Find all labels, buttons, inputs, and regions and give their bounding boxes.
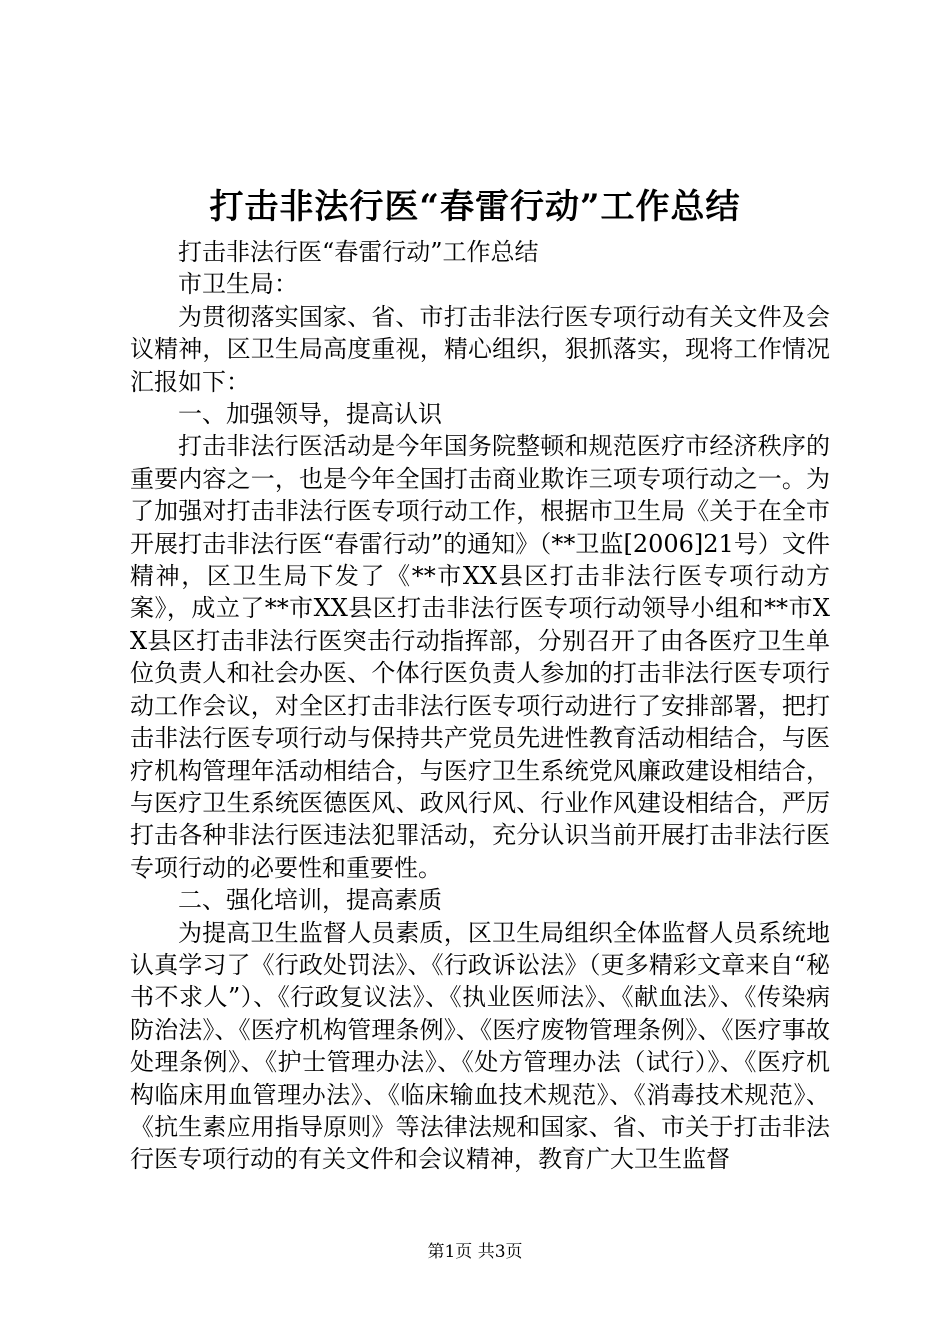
section-heading-1: 一、加强领导，提高认识 — [178, 400, 442, 429]
paragraph-section-2: 为提高卫生监督人员素质，区卫生局组织全体监督人员系统地认真学习了《行政处罚法》、《行政诉讼法》（更多精彩文章来自“秘书不求人”）、《行政复议法》、《执业医师法》、《献血法》、《传染病防治法》、《医疗机构管理条例》、《医疗废物管理条例》、《医疗事故处理条例》、《护士管理办法》、《处方管理办法（试行）》、《医疗机构临床用血管理办法》、《临床输血技术规范》、《消毒技术规范》、《抗生素应用指导原则》等法律法规和国家、省、市关于打击非法行医专项行动的有关文件和会议精神，教育广大卫生监督 — [130, 918, 830, 1174]
paragraph-section-1: 打击非法行医活动是今年国务院整顿和规范医疗市经济秩序的重要内容之一，也是今年全国打击商业欺诈三项专项行动之一。为了加强对打击非法行医专项行动工作，根据市卫生局《关于在全市开展打击非法行医“春雷行动”的通知》（**卫监[2006]21号）文件精神，区卫生局下发了《**市XX县区打击非法行医专项行动方案》，成立了**市XX县区打击非法行医专项行动领导小组和**市XX县区打击非法行医突击行动指挥部，分别召开了由各医疗卫生单位负责人和社会办医、个体行医负责人参加的打击非法行医专项行动工作会议，对全区打击非法行医专项行动进行了安排部署，把打击非法行医专项行动与保持共产党员先进性教育活动相结合，与医疗机构管理年活动相结合，与医疗卫生系统党风廉政建设相结合，与医疗卫生系统医德医风、政风行风、行业作风建设相结合，严厉打击各种非法行医违法犯罪活动，充分认识当前开展打击非法行医专项行动的必要性和重要性。 — [130, 432, 830, 882]
document-title: 打击非法行医“春雷行动”工作总结 — [209, 187, 741, 227]
paragraph-subtitle: 打击非法行医“春雷行动”工作总结 — [178, 238, 539, 266]
paragraph-intro: 为贯彻落实国家、省、市打击非法行医专项行动有关文件及会议精神，区卫生局高度重视，精心组织，狠抓落实，现将工作情况汇报如下： — [130, 302, 830, 396]
paragraph-addressee: 市卫生局： — [178, 270, 298, 299]
document-body — [130, 236, 830, 1176]
page-number-footer: 第1页 共3页 — [427, 1242, 523, 1262]
section-heading-2: 二、强化培训，提高素质 — [178, 886, 442, 915]
